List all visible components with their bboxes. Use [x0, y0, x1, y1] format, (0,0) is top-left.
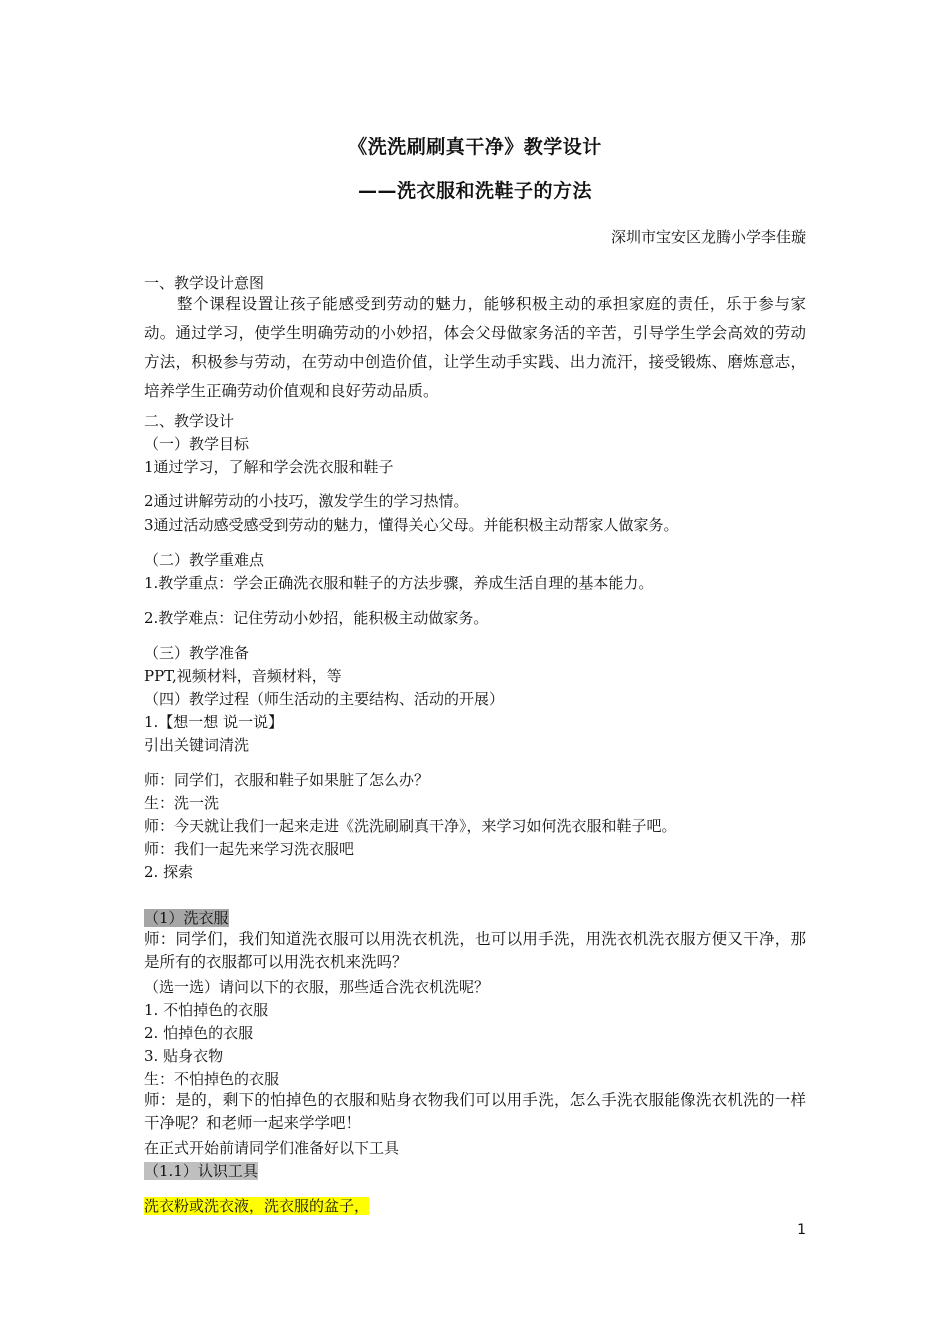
subsection-heading: （四）教学过程（师生活动的主要结构、活动的开展） [144, 690, 505, 708]
dialogue-line: 生：洗一洗 [144, 794, 220, 812]
intent-paragraph: 整个课程设置让孩子能感受到劳动的魅力，能够积极主动的承担家庭的责任，乐于参与家动。通过学习，使学生明确劳动的小妙招，体会父母做家务活的辛苦，引导学生学会高效的劳动方法，积极参与劳动，在劳动中创造价值，让学生动手实践、出力流汗，接受锻炼、磨炼意志，培养学生正确劳动价值观和良好劳动品质。 [144, 295, 806, 400]
question-line: （选一选）请问以下的衣服，那些适合洗衣机洗呢？ [144, 978, 490, 996]
document-subtitle: ——洗衣服和洗鞋子的方法 [357, 180, 592, 202]
tools-intro: 在正式开始前请同学们准备好以下工具 [144, 1139, 400, 1157]
dialogue-paragraph: 师：同学们，我们知道洗衣服可以用洗衣机洗，也可以用手洗，用洗衣机洗衣服方便又干净，那是所有的衣服都可以用洗衣机来洗吗？ [144, 930, 806, 971]
goal-item: 1通过学习，了解和学会洗衣服和鞋子 [144, 458, 394, 476]
subsection-heading: （一）教学目标 [144, 435, 250, 453]
subsection-heading: （三）教学准备 [144, 644, 250, 662]
highlighted-heading [144, 909, 229, 927]
key-point-item: 2.教学难点：记住劳动小妙招，能积极主动做家务。 [144, 609, 489, 627]
option-item: 1. 不怕掉色的衣服 [144, 1001, 269, 1019]
wash-clothes-heading: （1）洗衣服 [144, 909, 229, 927]
goal-item: 3通过活动感受感受到劳动的魅力，懂得关心父母。并能积极主动帮家人做家务。 [144, 516, 679, 534]
document-title: 《洗洗刷刷真干净》教学设计 [348, 136, 602, 158]
dialogue-line: 师：同学们，衣服和鞋子如果脏了怎么办？ [144, 771, 430, 789]
highlighted-heading [144, 1162, 258, 1180]
dialogue-line: 生：不怕掉色的衣服 [144, 1070, 280, 1088]
section-heading: 二、教学设计 [144, 412, 235, 430]
tools-list: 洗衣粉或洗衣液，洗衣服的盆子， [144, 1197, 370, 1215]
option-item: 2. 怕掉色的衣服 [144, 1024, 254, 1042]
highlighted-line [144, 1197, 369, 1215]
dialogue-paragraph: 师：是的，剩下的怕掉色的衣服和贴身衣物我们可以用手洗，怎么手洗衣服能像洗衣机洗的一样干净呢？和老师一起来学学吧！ [144, 1091, 806, 1132]
page-number: 1 [797, 1222, 806, 1238]
key-point-item: 1.教学重点：学会正确洗衣服和鞋子的方法步骤，养成生活自理的基本能力。 [144, 574, 654, 592]
dialogue-line: 师：今天就让我们一起来走进《洗洗刷刷真干净》，来学习如何洗衣服和鞋子吧。 [144, 817, 677, 835]
step-heading: 2. 探索 [144, 863, 194, 881]
section-heading: 一、教学设计意图 [144, 274, 265, 292]
author-line: 深圳市宝安区龙腾小学李佳璇 [610, 228, 806, 246]
dialogue-line: 师：我们一起先来学习洗衣服吧 [144, 840, 355, 858]
tools-heading: （1.1）认识工具 [144, 1162, 258, 1180]
prep-items: PPT,视频材料，音频材料，等 [144, 667, 342, 685]
goal-item: 2通过讲解劳动的小技巧，激发学生的学习热情。 [144, 492, 469, 510]
option-item: 3. 贴身衣物 [144, 1047, 224, 1065]
subsection-heading: （二）教学重难点 [144, 551, 265, 569]
step-heading: 1.【想一想 说一说】 [144, 713, 284, 731]
step-subtitle: 引出关键词清洗 [144, 736, 250, 754]
